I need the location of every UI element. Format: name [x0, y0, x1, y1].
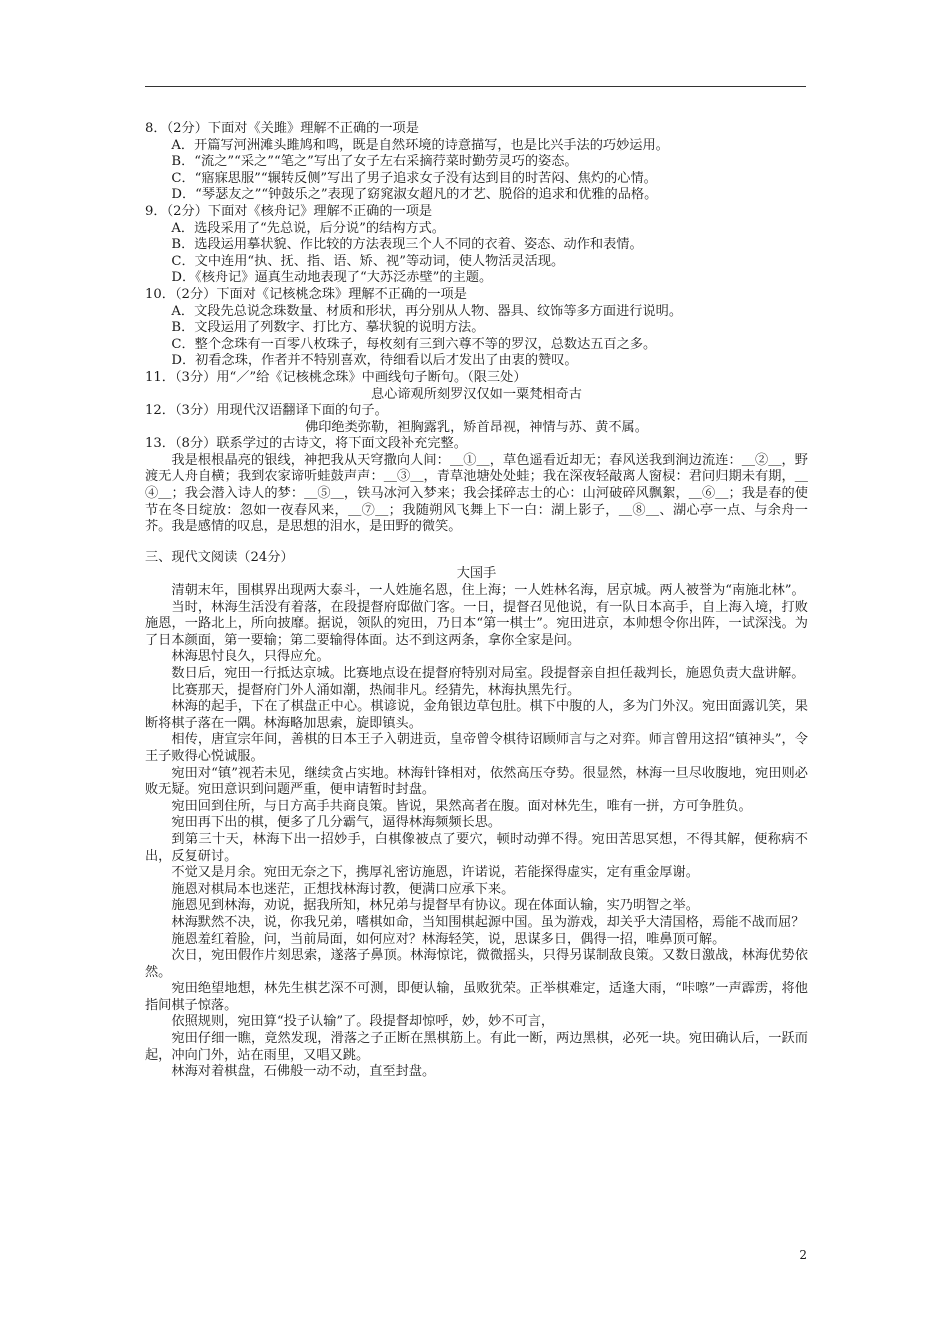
question-8-option-d: D．“琴瑟友之”“钟鼓乐之”表现了窈窕淑女超凡的才艺、脱俗的追求和优雅的品格。 — [171, 187, 658, 203]
header-rule — [145, 86, 806, 87]
question-12 — [145, 403, 808, 436]
article-paragraph: 到第三十天，林海下出一招妙手，白棋像被点了要穴，顿时动弹不得。宛田苦思冥想，不得其解，便称病不出，反复研讨。 — [145, 831, 808, 864]
question-10-option-c: C．整个念珠有一百零八枚珠子，每枚刻有三到六尊不等的罗汉，总数达五百之多。 — [171, 336, 657, 352]
question-8-option-a: A．开篇写河洲滩头雎鸠和鸣，既是自然环境的诗意描写，也是比兴手法的巧妙运用。 — [171, 137, 669, 153]
question-10 — [145, 287, 808, 370]
article-paragraph: 林海思忖良久，只得应允。 — [171, 649, 330, 665]
article-paragraph: 比赛那天，提督府门外人涌如潮，热闹非凡。经猜先，林海执黑先行。 — [171, 682, 581, 698]
article-paragraph: 清朝末年，围棋界出现两大泰斗，一人姓施名恩，住上海；一人姓林名海，居京城。两人被誉为“南施北林”。 — [171, 583, 805, 599]
question-13-stem: 13．（8分）联系学过的古诗文，将下面文段补充完整。 — [145, 436, 467, 452]
question-8-option-c: C．“寤寐思服”“辗转反侧”写出了男子追求女子没有达到目的时苦闷、焦灼的心情。 — [171, 170, 657, 186]
question-13-passage: 我是根根晶亮的银线，神把我从天穹撒向人间：＿①＿，草色遥看近却无；春风送我到涧边流连：＿②＿，野渡无人舟自横；我到农家谛听蛙鼓声声：＿③＿，青草池塘处处蛙；我在深夜轻敲离人窗棂：君问归期未有期，＿④＿；我会潜入诗人的梦：＿⑤＿，铁马冰河入梦来；我会揉碎志士的心：山河破碎风飘絮，＿⑥＿；我是春的使节在冬日绽放：忽如一夜春风来，＿⑦＿；我随朔风飞舞上下一白：湖上影子，＿⑧＿、湖心亭一点、与余舟一芥。我是感情的叹息，是思想的泪水，是田野的微笑。 — [145, 452, 808, 535]
article-paragraph: 宛田对“镇”视若未见，继续贪占实地。林海针锋相对，依然高压夺势。很显然，林海一旦尽收腹地，宛田则必败无疑。宛田意识到问题严重，便申请暂时封盘。 — [145, 765, 808, 798]
question-11-sentence: 息心谛观所刻罗汉仅如一粟梵相奇古 — [371, 386, 582, 402]
question-12-stem: 12．（3分）用现代汉语翻译下面的句子。 — [145, 403, 388, 419]
question-9-option-d: D．《核舟记》逼真生动地表现了“大苏泛赤壁”的主题。 — [171, 270, 493, 286]
question-10-option-a: A．文段先总说念珠数量、材质和形状，再分别从人物、器具、纹饰等多方面进行说明。 — [171, 303, 683, 319]
article-paragraph: 不觉又是月余。宛田无奈之下，携厚礼密访施恩，许诺说，若能探得虚实，定有重金厚谢。 — [171, 865, 699, 881]
question-10-option-b: B．文段运用了列数字、打比方、摹状貌的说明方法。 — [171, 320, 485, 336]
document-body — [145, 121, 808, 1081]
question-9-stem: 9．（2分）下面对《核舟记》理解不正确的一项是 — [145, 203, 433, 219]
article-paragraph: 宛田回到住所，与日方高手共商良策。皆说，果然高者在腹。面对林先生，唯有一拼，方可争胜负。 — [171, 798, 752, 814]
article-paragraph: 施恩对棋局本也迷茫，正想找林海讨教，便满口应承下来。 — [171, 881, 515, 897]
article-body — [145, 583, 808, 1081]
article-paragraph: 次日，宛田假作片刻思索，遂落子鼻顶。林海惊诧，微微摇头，只得另谋制敌良策。又数日激战，林海优势依然。 — [145, 948, 808, 980]
question-11-stem: 11．（3分）用“／”给《记核桃念珠》中画线句子断句。（限三处） — [145, 369, 527, 385]
article-paragraph: 依照规则，宛田算“投子认输”了。段提督却惊呼，妙，妙不可言， — [171, 1014, 555, 1030]
article-paragraph: 宛田再下出的棋，便多了几分霸气，逼得林海频频长思。 — [171, 815, 502, 831]
question-9-option-c: C．文中连用“执、抚、指、语、矫、视”等动词，使人物活灵活现。 — [171, 253, 565, 269]
question-9 — [145, 204, 808, 287]
article-paragraph: 林海的起手，下在了棋盘正中心。棋谚说，金角银边草包肚。棋下中腹的人，多为门外汉。宛田面露讥笑，果断将棋子落在一隅。林海略加思索，旋即镇头。 — [145, 699, 808, 731]
section-3 — [145, 550, 808, 1081]
article-paragraph: 宛田仔细一瞧，竟然发现，滑落之子正断在黑棋筋上。有此一断，两边黑棋，必死一块。宛田确认后，一跃而起，冲向门外，站在雨里，又唱又跳。 — [145, 1031, 808, 1063]
article-paragraph: 施恩羞红着脸，问，当前局面，如何应对？林海轻笑，说，思谋多日，偶得一招，唯鼻顶可解。 — [171, 931, 726, 947]
page-number: 2 — [799, 1248, 807, 1262]
question-9-option-a: A．选段采用了“先总说，后分说”的结构方式。 — [171, 220, 445, 236]
article-paragraph: 数日后，宛田一行抵达京城。比赛地点设在提督府特别对局室。段提督亲自担任裁判长，施恩负责大盘讲解。 — [171, 666, 805, 681]
question-10-option-d: D．初看念珠，作者并不特别喜欢，待细看以后才发出了由衷的赞叹。 — [171, 353, 578, 369]
article-paragraph: 相传，唐宣宗年间，善棋的日本王子入朝进贡，皇帝曾令棋待诏顾师言与之对弈。师言曾用这招“镇神头”，令王子败得心悦诚服。 — [145, 732, 808, 764]
question-8-option-b: B．“流之”“采之”“笔之”写出了女子左右采摘荇菜时勤劳灵巧的姿态。 — [171, 154, 578, 170]
question-13 — [145, 436, 808, 536]
question-12-sentence: 佛印绝类弥勒，袒胸露乳，矫首昂视，神情与苏、黄不属。 — [305, 419, 648, 435]
question-10-stem: 10．（2分）下面对《记核桃念珠》理解不正确的一项是 — [145, 286, 467, 302]
article-paragraph: 宛田绝望地想，林先生棋艺深不可测，即便认输，虽败犹荣。正举棋难定，适逢大雨，“咔嚓”一声霹雳，将他指间棋子惊落。 — [145, 981, 808, 1013]
section-heading: 三、现代文阅读（24分） — [145, 549, 294, 565]
question-8 — [145, 121, 808, 204]
article-title: 大国手 — [456, 566, 497, 582]
question-11 — [145, 370, 808, 403]
article-paragraph: 林海默然不决，说，你我兄弟，嗜棋如命，当知围棋起源中国。虽为游戏，却关乎大清国格，焉能不战而屈？ — [171, 914, 805, 930]
article-paragraph: 林海对着棋盘，石佛般一动不动，直至封盘。 — [171, 1064, 436, 1080]
article-paragraph: 当时，林海生活没有着落，在段提督府邸做门客。一日，提督召见他说，有一队日本高手，自上海入境，打败施恩，一路北上，所向披靡。据说，领队的宛田，乃日本“第一棋士”。宛田进京，本帅想令你出阵，一试深浅。为了日本颜面，第一要输；第二要输得体面。达不到这两条，拿你全家是问。 — [145, 599, 808, 648]
article-paragraph: 施恩见到林海，劝说，据我所知，林兄弟与提督早有协议。现在体面认输，实乃明智之举。 — [171, 898, 699, 914]
question-8-stem: 8．（2分）下面对《关雎》理解不正确的一项是 — [145, 121, 419, 136]
question-9-option-b: B．选段运用摹状貌、作比较的方法表现三个人不同的衣着、姿态、动作和表情。 — [171, 237, 643, 253]
